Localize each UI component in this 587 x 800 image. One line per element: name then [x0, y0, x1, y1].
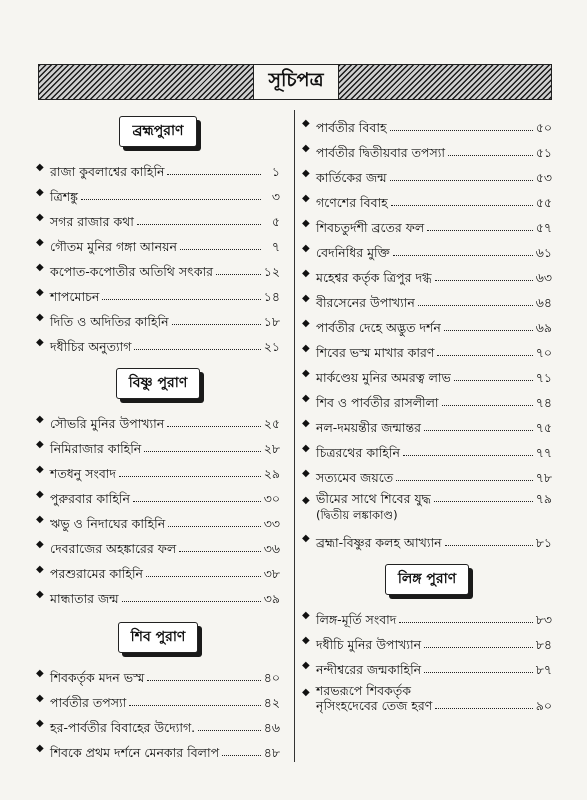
dot-leader: [448, 155, 533, 156]
diamond-bullet-icon: ◆: [302, 318, 310, 329]
dot-leader: [434, 501, 533, 502]
toc-entry[interactable]: ◆ দধীচির অনুত্যাগ ২১: [36, 337, 280, 354]
dot-leader: [391, 205, 533, 206]
toc-entry[interactable]: ◆ মহেশ্বর কর্তৃক ত্রিপুর দগ্ধ ৬৩: [302, 268, 552, 285]
toc-entry[interactable]: ◆ নল-দময়ন্তীর জন্মান্তর ৭৫: [302, 418, 552, 435]
toc-entry[interactable]: ◆ দিতি ও অদিতির কাহিনি ১৮: [36, 312, 280, 329]
toc-entry[interactable]: ◆ সত্যমেব জয়তে ৭৮: [302, 468, 552, 485]
diamond-bullet-icon: ◆: [36, 187, 44, 198]
brahma-purana-list: [36, 154, 280, 354]
dot-leader: [424, 430, 533, 431]
diamond-bullet-icon: ◆: [302, 495, 310, 506]
vishnu-purana-list: [36, 406, 280, 606]
toc-entry[interactable]: ◆ গৌতম মুনির গঙ্গা আনয়ন ৭: [36, 237, 280, 254]
dot-leader: [81, 199, 261, 200]
section-heading-brahma-purana: ব্রহ্মপুরাণ: [119, 116, 196, 147]
diamond-bullet-icon: ◆: [36, 337, 44, 348]
diamond-bullet-icon: ◆: [302, 243, 310, 254]
diamond-bullet-icon: ◆: [302, 687, 310, 698]
diamond-bullet-icon: ◆: [302, 635, 310, 646]
dot-leader: [445, 545, 533, 546]
toc-entry[interactable]: ◆ শিবের ভস্ম মাখার কারণ ৭০: [302, 343, 552, 360]
diamond-bullet-icon: ◆: [36, 564, 44, 575]
dot-leader: [424, 672, 533, 673]
diamond-bullet-icon: ◆: [302, 418, 310, 429]
toc-entry[interactable]: ◆ দেবরাজের অহঙ্কারের ফল ৩৬: [36, 539, 280, 556]
toc-entry[interactable]: ◆ রাজা কুবলাশ্বের কাহিনি ১: [36, 162, 280, 179]
dot-leader: [442, 405, 533, 406]
dot-leader: [390, 180, 533, 181]
dot-leader: [444, 330, 533, 331]
dot-leader: [167, 426, 261, 427]
dot-leader: [122, 601, 261, 602]
diamond-bullet-icon: ◆: [302, 368, 310, 379]
diamond-bullet-icon: ◆: [302, 143, 310, 154]
diamond-bullet-icon: ◆: [36, 668, 44, 679]
toc-entry[interactable]: ◆ লিঙ্গ-মূর্তি সংবাদ ৮৩: [302, 610, 552, 627]
diamond-bullet-icon: ◆: [302, 468, 310, 479]
toc-entry[interactable]: ◆ শিবকে প্রথম দর্শনে মেনকার বিলাপ ৪৮: [36, 743, 280, 760]
entry-subtitle: (দ্বিতীয় লঙ্কাকাণ্ড): [316, 508, 398, 522]
toc-entry[interactable]: ◆ কার্তিকের জন্ম ৫৩: [302, 168, 552, 185]
dot-leader: [403, 455, 533, 456]
toc-entry[interactable]: ◆ ত্রিশঙ্কু ৩: [36, 187, 280, 204]
dot-leader: [167, 174, 261, 175]
dot-leader: [437, 355, 532, 356]
dot-leader: [133, 501, 261, 502]
toc-entry[interactable]: ◆ শিবকর্তৃক মদন ভস্ম ৪০: [36, 668, 280, 685]
toc-entry[interactable]: ◆ পরশুরামের কাহিনি ৩৮: [36, 564, 280, 581]
diamond-bullet-icon: ◆: [36, 693, 44, 704]
toc-entry[interactable]: ◆ বেদনিধির মুক্তি ৬১: [302, 243, 552, 260]
diamond-bullet-icon: ◆: [302, 268, 310, 279]
diamond-bullet-icon: ◆: [302, 293, 310, 304]
diamond-bullet-icon: ◆: [302, 533, 310, 544]
toc-entry[interactable]: ◆ চিত্ররথের কাহিনি ৭৭: [302, 443, 552, 460]
dot-leader: [144, 451, 260, 452]
diamond-bullet-icon: ◆: [36, 262, 44, 273]
dot-leader: [435, 280, 533, 281]
dot-leader: [147, 680, 260, 681]
dot-leader: [454, 380, 533, 381]
dot-leader: [393, 255, 533, 256]
dot-leader: [129, 705, 261, 706]
dot-leader: [146, 576, 261, 577]
dot-leader: [119, 476, 261, 477]
toc-entry[interactable]: ◆ সৌভরি মুনির উপাখ্যান ২৫: [36, 414, 280, 431]
diamond-bullet-icon: ◆: [36, 287, 44, 298]
toc-entry[interactable]: ◆ পার্বতীর বিবাহ ৫০: [302, 118, 552, 135]
diamond-bullet-icon: ◆: [302, 443, 310, 454]
toc-entry[interactable]: ◆ মান্ধাতার জন্ম ৩৯: [36, 589, 280, 606]
diamond-bullet-icon: ◆: [302, 343, 310, 354]
toc-entry[interactable]: ◆ গণেশের বিবাহ ৫৫: [302, 193, 552, 210]
shiva-purana-list: [36, 660, 280, 760]
toc-entry[interactable]: ◆ শিবচতুর্দশী ব্রতের ফল ৫৭: [302, 218, 552, 235]
dot-leader: [168, 526, 261, 527]
linga-purana-list: [302, 602, 552, 717]
dot-leader: [418, 305, 533, 306]
toc-entry[interactable]: ◆ পার্বতীর দ্বিতীয়বার তপস্যা ৫১: [302, 143, 552, 160]
toc-entry[interactable]: ◆ ভীমের সাথে শিবের যুদ্ধ ৭৯ (দ্বিতীয় লঙ্কাকাণ্ড): [302, 491, 552, 522]
diamond-bullet-icon: ◆: [302, 118, 310, 129]
dot-leader: [216, 274, 261, 275]
diamond-bullet-icon: ◆: [36, 743, 44, 754]
dot-leader: [134, 349, 260, 350]
section-heading-vishnu-purana: বিষ্ণু পুরাণ: [116, 368, 201, 399]
toc-entry[interactable]: ◆ দধীচি মুনির উপাখ্যান ৮৪: [302, 635, 552, 652]
dot-leader: [198, 730, 261, 731]
diamond-bullet-icon: ◆: [302, 168, 310, 179]
toc-entry[interactable]: ◆ মার্কণ্ডেয় মুনির অমরত্ব লাভ ৭১: [302, 368, 552, 385]
toc-entry[interactable]: ◆ কপোত-কপোতীর অতিথি সৎকার ১২: [36, 262, 280, 279]
toc-entry[interactable]: ◆ হর-পার্বতীর বিবাহের উদ্যোগ. ৪৬: [36, 718, 280, 735]
toc-entry[interactable]: ◆ সগর রাজার কথা ৫: [36, 212, 280, 229]
left-column: [36, 110, 280, 760]
dot-leader: [427, 230, 533, 231]
dot-leader: [435, 708, 532, 709]
section-heading-shiva-purana: শিব পুরাণ: [118, 622, 199, 653]
dot-leader: [424, 647, 533, 648]
dot-leader: [180, 249, 261, 250]
diamond-bullet-icon: ◆: [302, 193, 310, 204]
section-heading-linga-purana: লিঙ্গ পুরাণ: [385, 564, 469, 595]
diamond-bullet-icon: ◆: [302, 610, 310, 621]
dot-leader: [399, 622, 532, 623]
toc-entry[interactable]: ◆ শিব ও পার্বতীর রাসলীলা ৭৪: [302, 393, 552, 410]
toc-entry[interactable]: ◆ বীরসেনের উপাখ্যান ৬৪: [302, 293, 552, 310]
right-column: [302, 110, 552, 717]
diamond-bullet-icon: ◆: [36, 589, 44, 600]
dot-leader: [390, 130, 533, 131]
dot-leader: [179, 551, 261, 552]
diamond-bullet-icon: ◆: [302, 393, 310, 404]
diamond-bullet-icon: ◆: [36, 414, 44, 425]
toc-entry[interactable]: ◆ ব্রহ্মা-বিষ্ণুর কলহ আখ্যান ৮১: [302, 533, 552, 550]
shiva-purana-continued-list: [302, 110, 552, 550]
toc-entry[interactable]: ◆ শতধনু সংবাদ ২৯: [36, 464, 280, 481]
toc-entry[interactable]: ◆ পুরুরবার কাহিনি ৩০: [36, 489, 280, 506]
page-title: সূচিপত্র: [253, 65, 339, 99]
diamond-bullet-icon: ◆: [36, 539, 44, 550]
diamond-bullet-icon: ◆: [36, 718, 44, 729]
toc-entry[interactable]: ◆ ঋভু ও নিদাঘের কাহিনি ৩৩: [36, 514, 280, 531]
diamond-bullet-icon: ◆: [36, 439, 44, 450]
title-banner: [38, 64, 552, 100]
diamond-bullet-icon: ◆: [302, 660, 310, 671]
diamond-bullet-icon: ◆: [36, 464, 44, 475]
diamond-bullet-icon: ◆: [36, 514, 44, 525]
column-divider: [294, 110, 295, 762]
toc-entry[interactable]: ◆ পার্বতীর তপস্যা ৪২: [36, 693, 280, 710]
toc-entry[interactable]: ◆ নন্দীশ্বরের জন্মকাহিনি ৮৭: [302, 660, 552, 677]
toc-entry[interactable]: ◆ শাপমোচন ১৪: [36, 287, 280, 304]
diamond-bullet-icon: ◆: [36, 237, 44, 248]
dot-leader: [222, 755, 261, 756]
dot-leader: [102, 299, 260, 300]
diamond-bullet-icon: ◆: [36, 312, 44, 323]
diamond-bullet-icon: ◆: [36, 162, 44, 173]
dot-leader: [137, 224, 261, 225]
toc-entry[interactable]: ◆ নিমিরাজার কাহিনি ২৮: [36, 439, 280, 456]
diamond-bullet-icon: ◆: [36, 489, 44, 500]
toc-entry[interactable]: ◆ শরভরূপে শিবকর্তৃক নৃসিংহদেবের তেজ হরণ ৯০: [302, 683, 552, 713]
dot-leader: [172, 324, 261, 325]
diamond-bullet-icon: ◆: [302, 218, 310, 229]
toc-entry[interactable]: ◆ পার্বতীর দেহে অদ্ভুত দর্শন ৬৯: [302, 318, 552, 335]
diamond-bullet-icon: ◆: [36, 212, 44, 223]
dot-leader: [396, 480, 533, 481]
